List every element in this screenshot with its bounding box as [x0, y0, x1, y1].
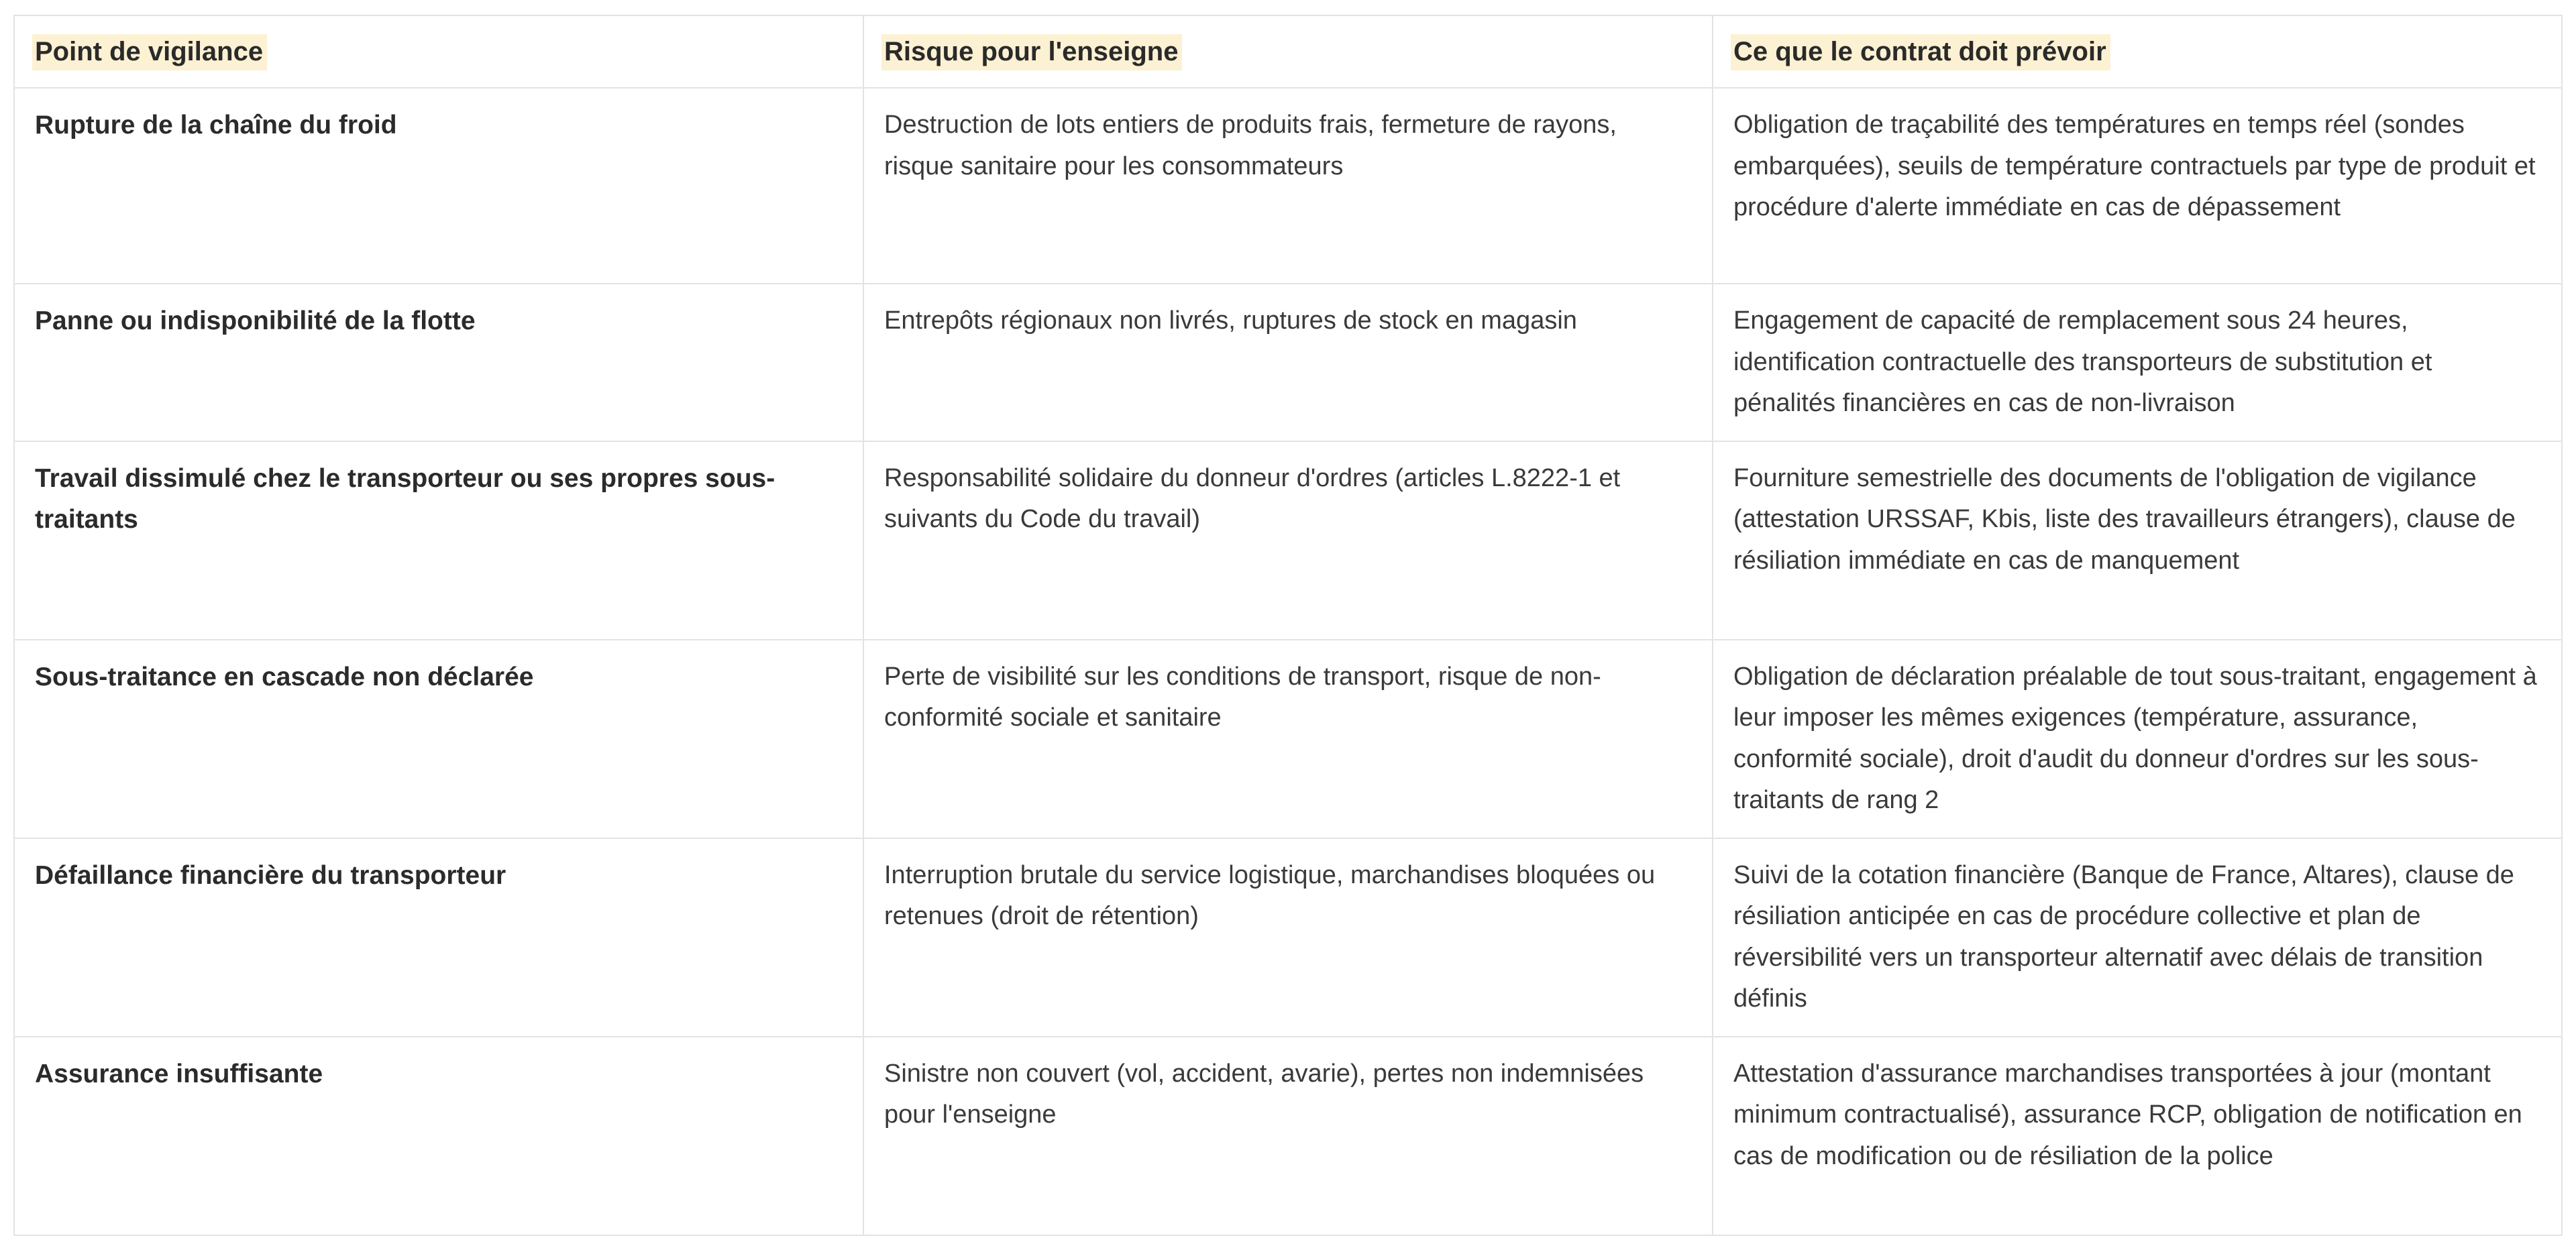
cell-risk: Perte de visibilité sur les conditions de transport, risque de non-conformité sociale et sanitaire: [863, 640, 1713, 838]
cell-point: Assurance insuffisante: [14, 1037, 863, 1235]
cell-contract: Attestation d'assurance marchandises transportées à jour (montant minimum contractualisé), assurance RCP, obligation de notification en cas de modification ou de résiliation de la police: [1713, 1037, 2562, 1235]
column-header-label: Ce que le contrat doit prévoir: [1731, 34, 2110, 70]
cell-point: Panne ou indisponibilité de la flotte: [14, 284, 863, 441]
cell-point: Travail dissimulé chez le transporteur ou ses propres sous-traitants: [14, 441, 863, 640]
vigilance-table: [13, 15, 2563, 1236]
cell-risk: Interruption brutale du service logistique, marchandises bloquées ou retenues (droit de rétention): [863, 838, 1713, 1037]
table-row: [14, 441, 2562, 640]
column-header-risk: [863, 15, 1713, 88]
cell-contract: Engagement de capacité de remplacement sous 24 heures, identification contractuelle des transporteurs de substitution et pénalités financières en cas de non-livraison: [1713, 284, 2562, 441]
cell-point: Défaillance financière du transporteur: [14, 838, 863, 1037]
cell-risk: Entrepôts régionaux non livrés, ruptures de stock en magasin: [863, 284, 1713, 441]
table-row: [14, 1037, 2562, 1235]
cell-point: Rupture de la chaîne du froid: [14, 88, 863, 284]
cell-risk: Sinistre non couvert (vol, accident, avarie), pertes non indemnisées pour l'enseigne: [863, 1037, 1713, 1235]
column-header-label: Point de vigilance: [32, 34, 267, 70]
cell-point: Sous-traitance en cascade non déclarée: [14, 640, 863, 838]
table-row: [14, 88, 2562, 284]
cell-contract: Obligation de déclaration préalable de tout sous-traitant, engagement à leur imposer les mêmes exigences (température, assurance, conformité sociale), droit d'audit du donneur d'ordres sur les sous-traitants de rang 2: [1713, 640, 2562, 838]
table-row: [14, 284, 2562, 441]
table-header-row: [14, 15, 2562, 88]
cell-contract: Obligation de traçabilité des températures en temps réel (sondes embarquées), seuils de température contractuels par type de produit et procédure d'alerte immédiate en cas de dépassement: [1713, 88, 2562, 284]
table-row: [14, 640, 2562, 838]
column-header-label: Risque pour l'enseigne: [881, 34, 1182, 70]
cell-risk: Responsabilité solidaire du donneur d'ordres (articles L.8222-1 et suivants du Code du travail): [863, 441, 1713, 640]
cell-risk: Destruction de lots entiers de produits frais, fermeture de rayons, risque sanitaire pour les consommateurs: [863, 88, 1713, 284]
column-header-point: [14, 15, 863, 88]
vigilance-table-container: [13, 15, 2561, 1236]
column-header-contract: [1713, 15, 2562, 88]
cell-contract: Fourniture semestrielle des documents de l'obligation de vigilance (attestation URSSAF, Kbis, liste des travailleurs étrangers), clause de résiliation immédiate en cas de manquement: [1713, 441, 2562, 640]
cell-contract: Suivi de la cotation financière (Banque de France, Altares), clause de résiliation anticipée en cas de procédure collective et plan de réversibilité vers un transporteur alternatif avec délais de transition définis: [1713, 838, 2562, 1037]
table-row: [14, 838, 2562, 1037]
